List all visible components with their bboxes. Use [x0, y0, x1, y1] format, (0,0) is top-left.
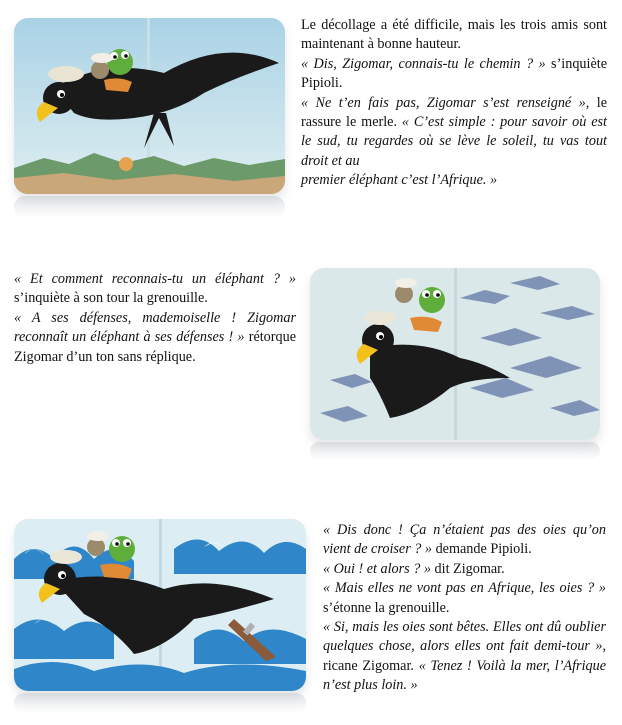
paragraph	[14, 270, 296, 309]
paragraph	[301, 55, 607, 94]
text-block-2	[14, 270, 296, 367]
quote: « Si, mais les oies sont bêtes. Elles ont dû oublier quelques chose, alors elles ont fait demi-tour »	[323, 619, 606, 655]
narration: demande Pipioli.	[432, 541, 532, 558]
illustration-1-reflection	[14, 196, 285, 218]
illustration-geese-flight	[310, 268, 600, 440]
quote: « Dis, Zigomar, connais-tu le chemin ? »	[301, 55, 546, 72]
text-block-3	[323, 521, 606, 696]
narration: , le rassure le merle.	[301, 94, 607, 131]
paragraph	[323, 618, 606, 696]
quote: « Tenez ! Voilà la mer, l’Afrique n’est plus loin. »	[323, 657, 606, 694]
text-block-1	[301, 16, 607, 191]
quote: « C’est simple : pour savoir où est le sud, tu regardes où se lève le soleil, tu vas tout droit et au	[301, 114, 607, 169]
illustration-3-reflection	[14, 693, 306, 713]
quote: « Oui ! et alors ? »	[323, 560, 431, 577]
narration: s’inquiète Pipioli.	[301, 55, 607, 92]
paragraph	[323, 579, 606, 618]
paragraph	[323, 560, 606, 579]
narration: s’étonne la grenouille.	[323, 599, 450, 616]
narration: s’inquiète à son tour la grenouille.	[14, 290, 208, 307]
illustration-2-reflection	[310, 442, 600, 460]
quote: « Dis donc ! Ça n’étaient pas des oies qu’on vient de croiser ? »	[323, 522, 606, 558]
paragraph: premier éléphant c’est l’Afrique. »	[301, 172, 498, 189]
paragraph: Le décollage a été difficile, mais les trois amis sont maintenant à bonne hauteur.	[301, 17, 607, 53]
paragraph	[323, 521, 606, 560]
quote: « Mais elles ne vont pas en Afrique, les oies ? »	[323, 580, 606, 597]
paragraph	[14, 309, 296, 367]
illustration-sea-crossing	[14, 519, 306, 691]
narration: , ricane Zigomar.	[323, 638, 606, 674]
quote: « Et comment reconnais-tu un éléphant ? »	[14, 271, 296, 287]
illustration-crow-takeoff	[14, 18, 285, 194]
narration: rétorque Zigomar d’un ton sans réplique.	[14, 329, 296, 365]
narration: dit Zigomar.	[430, 560, 505, 577]
quote: « Ne t’en fais pas, Zigomar s’est renseigné »	[301, 94, 586, 111]
quote: « A ses défenses, mademoiselle ! Zigomar reconnaît un éléphant à ses défenses ! »	[14, 309, 296, 346]
paragraph	[301, 94, 607, 172]
